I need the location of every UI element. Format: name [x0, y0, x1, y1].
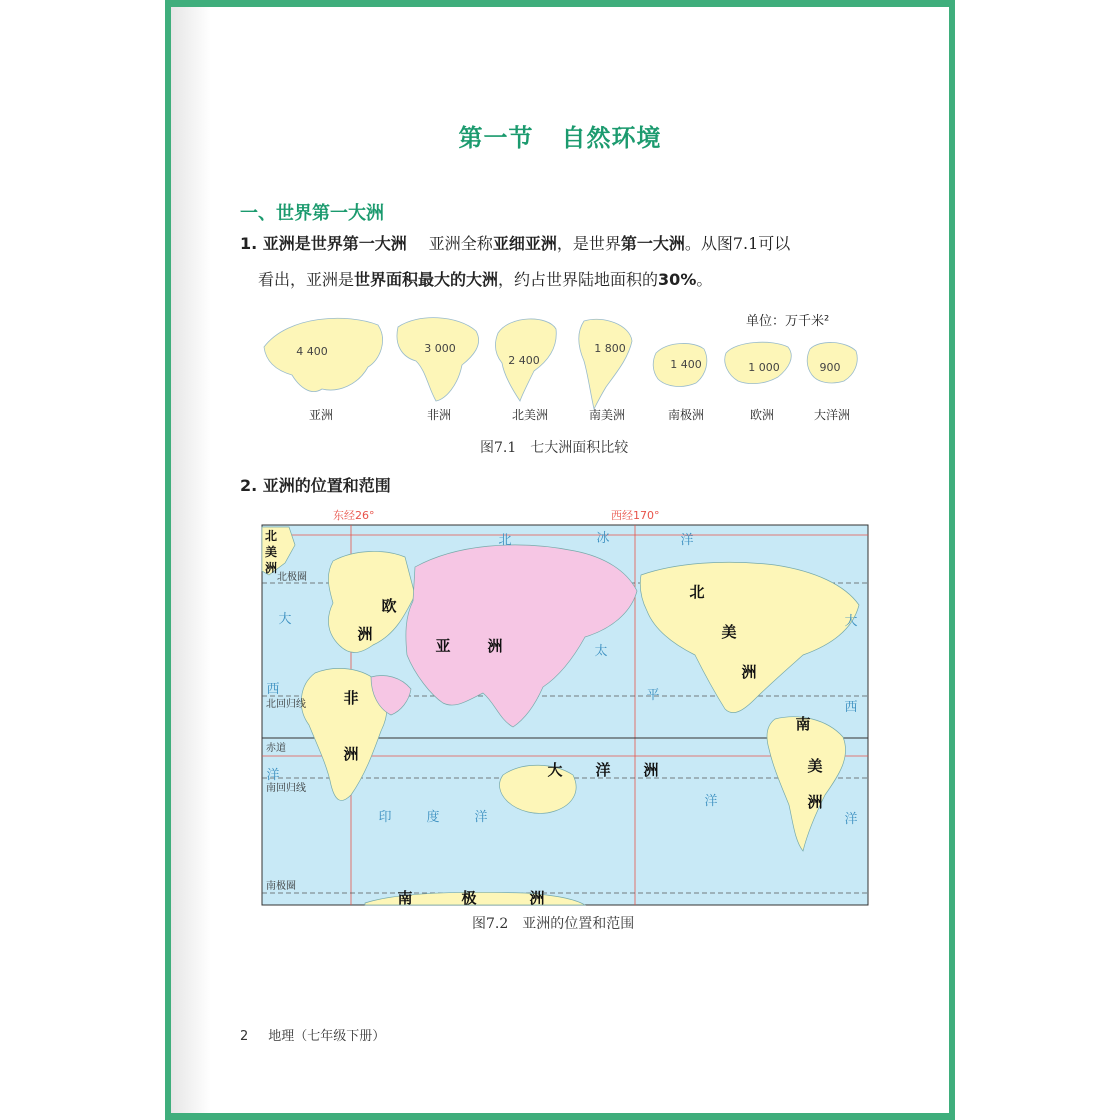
south-america-label: 南 — [795, 715, 811, 733]
asia-position-map — [255, 505, 879, 909]
tropic-of-capricorn-label: 南回归线 — [266, 783, 306, 794]
continent-name: 非洲 — [426, 408, 452, 422]
atlantic-label-left: 大 — [278, 612, 292, 627]
continent-name: 南美洲 — [588, 408, 626, 422]
continent-name: 欧洲 — [749, 408, 775, 422]
south-america-label: 洲 — [807, 793, 823, 811]
indian-ocean-label: 度 — [426, 810, 440, 825]
figure-7-2-caption: 图7.2 亚洲的位置和范围 — [472, 916, 635, 932]
para-text: 看出，亚洲是 — [258, 270, 355, 289]
para-text: 亚洲全称 — [428, 234, 493, 253]
south-america-label: 美 — [807, 757, 823, 775]
figure-7-1-caption: 图7.1 七大洲面积比较 — [480, 440, 629, 456]
book-title: 地理（七年级下册） — [268, 1029, 386, 1044]
section-name: 自然环境 — [561, 123, 662, 152]
tropic-of-cancer-label: 北回归线 — [266, 699, 306, 710]
frame-top-bar — [165, 0, 955, 7]
frame-bottom-bar — [165, 1113, 955, 1120]
africa-label: 洲 — [343, 745, 359, 763]
pacific-label: 太 — [594, 644, 608, 659]
area-value: 1 800 — [594, 342, 626, 355]
atlantic-label-right: 大 — [844, 614, 858, 629]
paragraph-line-1 — [240, 234, 790, 254]
oceania-label: 洲 — [643, 761, 659, 779]
para-bold: 30% — [658, 270, 697, 289]
para-text: 。从图7.1可以 — [684, 234, 791, 253]
arctic-ocean-label: 北 — [498, 533, 512, 548]
europe-label: 洲 — [357, 625, 373, 643]
arctic-ocean-label: 冰 — [596, 531, 610, 546]
indian-ocean-label: 洋 — [474, 810, 488, 825]
antarctic-circle-label: 南极圈 — [266, 881, 296, 892]
asia-label: 亚 — [435, 637, 451, 655]
north-america-label: 北 — [689, 583, 705, 601]
unit-label: 单位：万千米² — [746, 314, 830, 329]
continent-name: 北美洲 — [511, 408, 549, 422]
asia-label: 洲 — [487, 637, 503, 655]
europe-label: 欧 — [381, 597, 397, 615]
north-america-label: 洲 — [741, 663, 757, 681]
north-america-small-label: 北 — [264, 529, 278, 543]
page-footer — [240, 1025, 385, 1044]
continent-area-figure — [258, 305, 870, 427]
paragraph-line-2 — [258, 270, 712, 290]
north-america-label: 美 — [721, 623, 737, 641]
pacific-label: 洋 — [704, 794, 718, 809]
area-value: 2 400 — [508, 354, 540, 367]
pacific-label: 平 — [646, 688, 660, 703]
para-text: ，约占世界陆地面积的 — [498, 270, 659, 289]
heading-asia-position: 2. 亚洲的位置和范围 — [240, 476, 391, 495]
area-value: 3 000 — [424, 342, 456, 355]
heading-largest-continent: 一、世界第一大洲 — [240, 203, 384, 224]
page-number: 2 — [240, 1029, 249, 1044]
continent-name: 大洋洲 — [813, 408, 851, 422]
equator-label: 赤道 — [266, 743, 286, 754]
para-bold: 亚细亚洲 — [492, 234, 557, 253]
lon-east-label: 东经26° — [333, 509, 375, 522]
antarctica-label: 极 — [461, 889, 477, 907]
atlantic-label-left: 西 — [266, 682, 280, 697]
africa-label: 非 — [343, 689, 359, 707]
arctic-circle-label: 北极圈 — [277, 572, 307, 583]
continent-name: 南极洲 — [667, 408, 705, 422]
section-title — [171, 118, 949, 153]
atlantic-label-right: 洋 — [844, 812, 858, 827]
section-number: 第一节 — [458, 123, 534, 152]
atlantic-label-left: 洋 — [266, 768, 280, 783]
area-value: 900 — [819, 361, 841, 374]
antarctica-label: 洲 — [529, 889, 545, 907]
oceania-label: 大 — [547, 761, 563, 779]
para-bold: 世界面积最大的大洲 — [354, 270, 499, 289]
indian-ocean-label: 印 — [378, 810, 392, 825]
para-lead: 1. 亚洲是世界第一大洲 — [240, 234, 407, 253]
north-america-small-label: 美 — [264, 545, 278, 559]
north-america-small-label: 洲 — [264, 561, 278, 575]
para-bold: 第一大洲 — [620, 234, 685, 253]
para-text: 。 — [696, 270, 713, 289]
para-text: ，是世界 — [556, 234, 621, 253]
atlantic-label-right: 西 — [844, 700, 858, 715]
page-gutter-shadow — [171, 7, 211, 1113]
continent-name: 亚洲 — [308, 408, 334, 422]
area-value: 1 000 — [748, 361, 780, 374]
lon-west-label: 西经170° — [611, 509, 660, 522]
oceania-label: 洋 — [595, 761, 611, 779]
arctic-ocean-label: 洋 — [680, 533, 694, 548]
area-value: 4 400 — [296, 345, 328, 358]
antarctica-label: 南 — [397, 889, 413, 907]
area-value: 1 400 — [670, 358, 702, 371]
